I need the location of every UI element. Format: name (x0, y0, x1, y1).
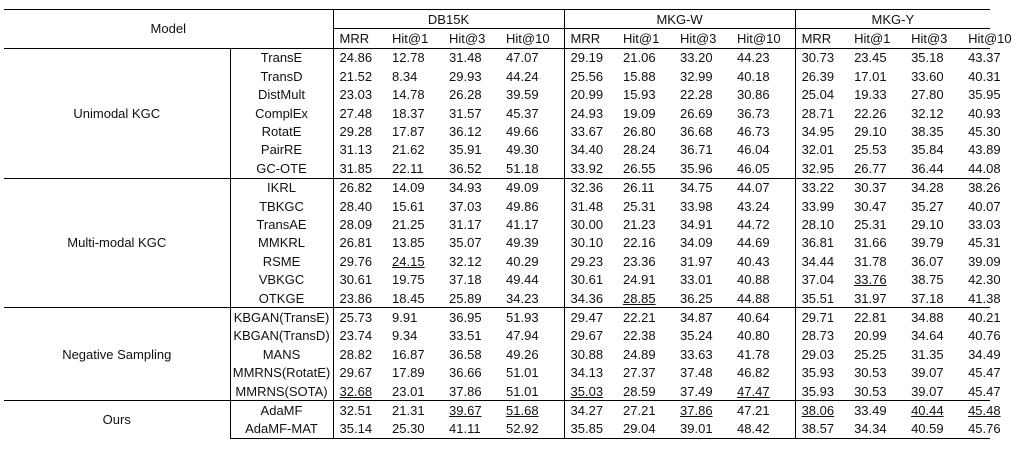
metric-value: 51.68 (500, 401, 564, 420)
metric-value: 24.89 (623, 346, 656, 362)
metric-value: 21.62 (392, 142, 425, 158)
metric-value: 32.99 (680, 68, 713, 84)
metric-value: 34.13 (564, 363, 617, 381)
metric-value: 49.66 (506, 124, 539, 140)
metric-value: 35.27 (911, 198, 944, 214)
method-name: AdaMF-MAT (230, 420, 333, 439)
metric-value: 35.24 (680, 328, 713, 344)
metric-value: 45.31 (968, 235, 1001, 251)
metric-value: 40.07 (968, 198, 1001, 214)
metric-value: 36.58 (449, 346, 482, 362)
method-name: DistMult (230, 86, 333, 104)
method-name: MANS (230, 345, 333, 363)
metric-value: 35.93 (795, 363, 848, 381)
metric-value: 29.19 (564, 48, 617, 67)
metric-value: 45.37 (506, 105, 539, 121)
metric-value: 32.01 (795, 141, 848, 159)
metric-value: 9.34 (392, 328, 418, 344)
metric-value: 39.01 (674, 420, 731, 439)
metric-header-db15k-2: Hit@3 (449, 31, 486, 47)
metric-header-mkg-w-2: Hit@3 (680, 31, 717, 47)
metric-value: 25.89 (449, 290, 482, 306)
metric-value: 27.37 (623, 365, 656, 381)
metric-value: 51.93 (500, 308, 564, 327)
metric-value: 18.37 (392, 105, 425, 121)
metric-value: 32.12 (449, 253, 482, 269)
dataset-header-db15k: DB15K (333, 10, 564, 29)
metric-value: 17.01 (854, 68, 887, 84)
metric-value: 29.93 (449, 68, 482, 84)
metric-value: 29.47 (564, 308, 617, 327)
metric-value: 31.57 (449, 105, 482, 121)
metric-value: 46.04 (737, 142, 770, 158)
metric-value: 35.95 (968, 87, 1001, 103)
metric-value: 33.49 (848, 401, 905, 420)
metric-value: 49.44 (506, 272, 539, 288)
metric-value: 36.71 (680, 142, 713, 158)
metric-value: 28.59 (623, 383, 656, 399)
metric-value: 35.93 (795, 382, 848, 401)
metric-value: 46.73 (737, 124, 770, 140)
metric-value: 12.78 (386, 48, 443, 67)
metric-value: 34.75 (674, 178, 731, 197)
metric-value: 32.36 (564, 178, 617, 197)
metric-value: 14.78 (392, 87, 425, 103)
metric-value: 33.76 (854, 272, 887, 288)
metric-value: 39.07 (911, 365, 944, 381)
metric-value: 36.68 (680, 124, 713, 140)
dataset-header-mkg-w: MKG-W (564, 10, 795, 29)
metric-value: 33.20 (674, 48, 731, 67)
metric-value: 31.85 (333, 159, 386, 178)
metric-value: 30.53 (854, 365, 887, 381)
metric-value: 30.47 (854, 198, 887, 214)
metric-value: 39.79 (911, 235, 944, 251)
metric-value: 26.11 (617, 178, 674, 197)
metric-value: 26.77 (854, 160, 887, 176)
metric-value: 44.23 (731, 48, 795, 67)
metric-header-db15k-1: Hit@1 (392, 31, 429, 47)
metric-value: 49.26 (506, 346, 539, 362)
method-name: MMKRL (230, 234, 333, 252)
metric-value: 34.36 (564, 289, 617, 308)
metric-value: 41.78 (737, 346, 770, 362)
metric-value: 44.88 (737, 290, 770, 306)
metric-value: 17.87 (392, 124, 425, 140)
metric-value: 33.63 (680, 346, 713, 362)
metric-header-mkg-w-1: Hit@1 (623, 31, 660, 47)
metric-value: 40.31 (968, 68, 1001, 84)
group-label: Unimodal KGC (4, 48, 230, 178)
method-name: TransAE (230, 215, 333, 233)
metric-value: 26.82 (333, 178, 386, 197)
metric-value: 34.49 (968, 346, 1001, 362)
metric-value: 29.71 (795, 308, 848, 327)
metric-value: 28.85 (623, 290, 656, 306)
metric-value: 40.43 (737, 253, 770, 269)
metric-value: 36.52 (449, 160, 482, 176)
metric-header-db15k-3: Hit@10 (506, 31, 550, 47)
metric-value: 40.93 (968, 105, 1001, 121)
metric-value: 33.60 (911, 68, 944, 84)
metric-value: 29.28 (333, 122, 386, 140)
metric-header-mkg-y-2: Hit@3 (911, 31, 948, 47)
metric-value: 36.81 (795, 234, 848, 252)
metric-value: 31.78 (854, 253, 887, 269)
metric-value: 38.75 (911, 272, 944, 288)
metric-header-mkg-y-0: MRR (795, 29, 848, 48)
metric-value: 26.28 (449, 87, 482, 103)
metric-value: 34.64 (911, 328, 944, 344)
metric-value: 32.68 (333, 382, 386, 401)
metric-header-mkg-y-1: Hit@1 (854, 31, 891, 47)
table-row (4, 401, 990, 420)
metric-value: 29.10 (911, 216, 944, 232)
metric-value: 43.37 (962, 48, 990, 67)
metric-value: 35.91 (449, 142, 482, 158)
metric-value: 39.07 (911, 383, 944, 399)
metric-value: 20.99 (854, 328, 887, 344)
metric-value: 35.96 (680, 160, 713, 176)
metric-value: 34.27 (564, 401, 617, 420)
method-name: IKRL (230, 178, 333, 197)
metric-value: 19.75 (392, 272, 425, 288)
metric-value: 28.82 (333, 345, 386, 363)
metric-value: 45.30 (968, 124, 1001, 140)
metric-value: 30.37 (848, 178, 905, 197)
metric-value: 41.17 (506, 216, 539, 232)
table-row (4, 48, 990, 67)
metric-value: 19.09 (623, 105, 656, 121)
metric-value: 26.39 (795, 67, 848, 85)
method-name: KBGAN(TransE) (230, 308, 333, 327)
metric-value: 30.73 (795, 48, 848, 67)
metric-value: 38.26 (962, 178, 990, 197)
metric-value: 18.45 (392, 290, 425, 306)
metric-value: 44.72 (737, 216, 770, 232)
metric-value: 40.44 (905, 401, 962, 420)
metric-value: 46.82 (737, 365, 770, 381)
metric-value: 24.91 (623, 272, 656, 288)
metric-header-mkg-y-3: Hit@10 (968, 31, 1012, 47)
metric-value: 24.86 (333, 48, 386, 67)
metric-value: 40.88 (737, 272, 770, 288)
metric-value: 25.30 (386, 420, 443, 439)
metric-value: 25.31 (854, 216, 887, 232)
metric-value: 35.84 (911, 142, 944, 158)
metric-value: 51.01 (506, 383, 539, 399)
metric-value: 22.28 (680, 87, 713, 103)
metric-value: 37.49 (680, 383, 713, 399)
metric-value: 36.95 (443, 308, 500, 327)
metric-value: 32.51 (333, 401, 386, 420)
metric-value: 8.34 (392, 68, 418, 84)
metric-value: 31.13 (333, 141, 386, 159)
metric-value: 29.67 (333, 363, 386, 381)
metric-header-db15k-0: MRR (333, 29, 386, 48)
method-name: TransE (230, 48, 333, 67)
metric-value: 29.67 (564, 327, 617, 345)
metric-value: 33.99 (795, 197, 848, 215)
metric-value: 14.09 (386, 178, 443, 197)
metric-value: 23.03 (333, 86, 386, 104)
metric-value: 40.18 (737, 68, 770, 84)
metric-value: 44.08 (968, 160, 1001, 176)
metric-value: 26.55 (623, 160, 656, 176)
metric-value: 9.91 (386, 308, 443, 327)
metric-value: 36.66 (449, 365, 482, 381)
method-name: PairRE (230, 141, 333, 159)
metric-value: 40.21 (962, 308, 990, 327)
metric-value: 21.31 (386, 401, 443, 420)
metric-value: 25.31 (623, 198, 656, 214)
metric-value: 39.67 (443, 401, 500, 420)
group-label: Multi-modal KGC (4, 178, 230, 308)
metric-value: 21.52 (333, 67, 386, 85)
metric-value: 38.06 (795, 401, 848, 420)
metric-value: 33.22 (795, 178, 848, 197)
group-label: Negative Sampling (4, 308, 230, 401)
metric-value: 34.44 (795, 252, 848, 270)
metric-value: 17.89 (392, 365, 425, 381)
metric-value: 37.04 (795, 270, 848, 288)
method-name: GC-OTE (230, 159, 333, 178)
metric-value: 21.25 (392, 216, 425, 232)
metric-value: 35.03 (564, 382, 617, 401)
metric-value: 52.92 (500, 420, 564, 439)
metric-value: 51.18 (506, 160, 539, 176)
metric-value: 51.01 (506, 365, 539, 381)
metric-value: 37.18 (911, 290, 944, 306)
metric-value: 23.36 (623, 253, 656, 269)
method-name: VBKGC (230, 270, 333, 288)
metric-value: 32.95 (795, 159, 848, 178)
metric-header-mkg-w-3: Hit@10 (737, 31, 781, 47)
metric-value: 28.10 (795, 215, 848, 233)
results-table (4, 9, 1012, 439)
metric-value: 20.99 (564, 86, 617, 104)
metric-value: 33.03 (968, 216, 1001, 232)
metric-value: 27.48 (333, 104, 386, 122)
metric-value: 34.40 (564, 141, 617, 159)
metric-value: 30.10 (564, 234, 617, 252)
metric-value: 35.18 (905, 48, 962, 67)
metric-value: 21.23 (623, 216, 656, 232)
metric-value: 15.93 (623, 87, 656, 103)
metric-value: 19.33 (854, 87, 887, 103)
metric-value: 40.64 (731, 308, 795, 327)
metric-value: 42.30 (968, 272, 1001, 288)
method-name: AdaMF (230, 401, 333, 420)
metric-value: 39.09 (968, 253, 1001, 269)
metric-value: 25.04 (795, 86, 848, 104)
metric-value: 22.16 (623, 235, 656, 251)
metric-value: 22.21 (617, 308, 674, 327)
metric-value: 28.71 (795, 104, 848, 122)
metric-value: 34.34 (848, 420, 905, 439)
dataset-header-mkg-y: MKG-Y (795, 10, 990, 29)
metric-value: 35.85 (564, 420, 617, 439)
metric-value: 35.07 (449, 235, 482, 251)
metric-value: 30.86 (737, 87, 770, 103)
metric-value: 49.39 (506, 235, 539, 251)
metric-value: 33.92 (564, 159, 617, 178)
metric-value: 47.47 (737, 383, 770, 399)
metric-value: 37.03 (449, 198, 482, 214)
metric-header-mkg-w-0: MRR (564, 29, 617, 48)
metric-value: 25.56 (564, 67, 617, 85)
metric-value: 34.09 (680, 235, 713, 251)
metric-value: 22.26 (854, 105, 887, 121)
metric-value: 27.21 (617, 401, 674, 420)
metric-value: 33.67 (564, 122, 617, 140)
method-name: TransD (230, 67, 333, 85)
metric-value: 15.61 (392, 198, 425, 214)
metric-value: 49.86 (506, 198, 539, 214)
metric-value: 35.51 (795, 289, 848, 308)
metric-value: 37.18 (449, 272, 482, 288)
metric-value: 34.88 (905, 308, 962, 327)
method-name: TBKGC (230, 197, 333, 215)
metric-value: 21.06 (617, 48, 674, 67)
metric-value: 34.95 (795, 122, 848, 140)
metric-value: 15.88 (623, 68, 656, 84)
metric-value: 47.21 (731, 401, 795, 420)
metric-value: 23.74 (333, 327, 386, 345)
metric-value: 49.09 (500, 178, 564, 197)
metric-value: 44.69 (737, 235, 770, 251)
metric-value: 24.93 (564, 104, 617, 122)
metric-value: 31.66 (854, 235, 887, 251)
method-name: KBGAN(TransD) (230, 327, 333, 345)
metric-value: 40.29 (506, 253, 539, 269)
metric-value: 46.05 (737, 160, 770, 176)
metric-value: 16.87 (392, 346, 425, 362)
metric-value: 30.00 (564, 215, 617, 233)
metric-value: 31.97 (854, 290, 887, 306)
metric-value: 39.59 (506, 87, 539, 103)
metric-value: 29.76 (333, 252, 386, 270)
metric-value: 49.30 (506, 142, 539, 158)
metric-value: 28.73 (795, 327, 848, 345)
metric-value: 34.93 (443, 178, 500, 197)
metric-value: 34.28 (905, 178, 962, 197)
metric-value: 45.47 (968, 383, 1001, 399)
metric-value: 34.91 (680, 216, 713, 232)
metric-value: 36.25 (680, 290, 713, 306)
metric-value: 23.45 (848, 48, 905, 67)
metric-value: 45.76 (962, 420, 990, 439)
metric-value: 25.25 (854, 346, 887, 362)
metric-value: 33.01 (680, 272, 713, 288)
metric-value: 36.12 (449, 124, 482, 140)
metric-value: 38.35 (911, 124, 944, 140)
metric-value: 29.03 (795, 345, 848, 363)
metric-value: 41.38 (968, 290, 1001, 306)
metric-value: 31.48 (443, 48, 500, 67)
metric-value: 45.47 (968, 365, 1001, 381)
metric-value: 34.87 (674, 308, 731, 327)
metric-value: 44.24 (506, 68, 539, 84)
table-row (4, 308, 990, 327)
metric-value: 30.88 (564, 345, 617, 363)
metric-value: 35.14 (333, 420, 386, 439)
metric-value: 30.61 (564, 270, 617, 288)
method-name: RotatE (230, 122, 333, 140)
metric-value: 32.12 (911, 105, 944, 121)
method-name: RSME (230, 252, 333, 270)
metric-value: 22.38 (623, 328, 656, 344)
metric-value: 33.51 (449, 328, 482, 344)
method-name: MMRNS(RotatE) (230, 363, 333, 381)
metric-value: 28.09 (333, 215, 386, 233)
metric-value: 30.61 (333, 270, 386, 288)
metric-value: 36.73 (737, 105, 770, 121)
metric-value: 22.11 (392, 160, 424, 176)
metric-value: 48.42 (731, 420, 795, 439)
metric-value: 37.86 (449, 383, 482, 399)
metric-value: 13.85 (392, 235, 425, 251)
metric-value: 27.80 (911, 87, 944, 103)
metric-value: 40.59 (905, 420, 962, 439)
metric-value: 44.07 (731, 178, 795, 197)
method-name: OTKGE (230, 289, 333, 308)
metric-value: 25.73 (333, 308, 386, 327)
metric-value: 45.48 (962, 401, 990, 420)
metric-value: 34.23 (506, 290, 539, 306)
metric-value: 37.48 (680, 365, 713, 381)
metric-value: 40.80 (737, 328, 770, 344)
metric-value: 26.69 (680, 105, 713, 121)
metric-value: 22.81 (848, 308, 905, 327)
metric-value: 41.11 (443, 420, 500, 439)
metric-value: 47.07 (500, 48, 564, 67)
metric-value: 31.48 (564, 197, 617, 215)
metric-value: 28.24 (623, 142, 656, 158)
metric-value: 43.89 (968, 142, 1001, 158)
metric-value: 40.76 (968, 328, 1001, 344)
metric-value: 23.01 (392, 383, 425, 399)
metric-value: 33.98 (680, 198, 713, 214)
metric-value: 29.10 (854, 124, 887, 140)
metric-value: 31.35 (911, 346, 944, 362)
metric-value: 30.53 (854, 383, 887, 399)
metric-value: 36.07 (911, 253, 944, 269)
metric-value: 36.44 (911, 160, 944, 176)
metric-value: 31.17 (449, 216, 482, 232)
metric-value: 25.53 (854, 142, 887, 158)
table-row (4, 178, 990, 197)
metric-value: 38.57 (795, 420, 848, 439)
metric-value: 43.24 (737, 198, 770, 214)
metric-value: 26.81 (333, 234, 386, 252)
method-name: ComplEx (230, 104, 333, 122)
metric-value: 31.97 (680, 253, 713, 269)
metric-value: 28.40 (333, 197, 386, 215)
metric-value: 23.86 (333, 289, 386, 308)
metric-value: 29.23 (564, 252, 617, 270)
model-header: Model (4, 10, 333, 49)
group-label: Ours (4, 401, 230, 439)
metric-value: 26.80 (623, 124, 656, 140)
metric-value: 29.04 (617, 420, 674, 439)
method-name: MMRNS(SOTA) (230, 382, 333, 401)
metric-value: 24.15 (392, 253, 425, 269)
metric-value: 47.94 (506, 328, 539, 344)
metric-value: 37.86 (674, 401, 731, 420)
